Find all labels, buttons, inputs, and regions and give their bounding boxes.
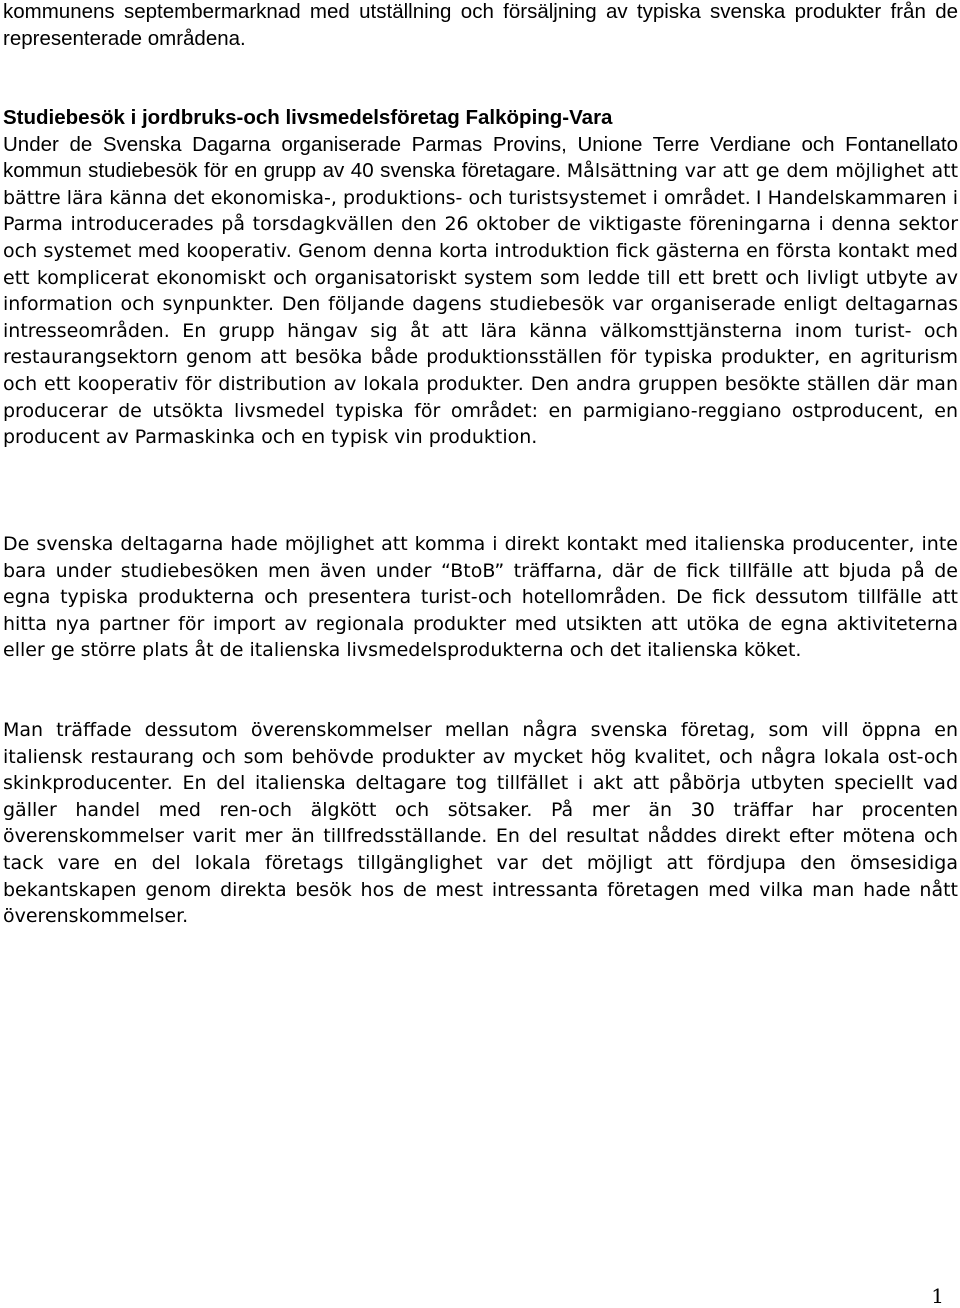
section-sentence-1: Under de Svenska Dagarna organiserade Parmas Provins, Unione Terre Verdiane och Fontanellato kommun studiebesök för en grupp av 40 svenska företagare. bbox=[3, 132, 958, 183]
section-heading: Studiebesök i jordbruks-och livsmedelsföretag Falköping-Vara bbox=[3, 106, 613, 129]
body-paragraph: Man träffade dessutom överenskommelser mellan några svenska företag, som vill öppna en italiensk restaurang och som behövde produkter av mycket hög kvalitet, och några lokala ost-och skinkproducenter. En del italienska deltagare tog tillfället i akt att påbörja utbyten speciellt vad gäller handel med ren-och älgkött och sötsaker. På mer än 30 träffar har procenten överenskommelser varit mer än tillfredsställande. En del resultat nåddes direkt efter mötena och tack vare en del lokala företags tillgänglighet var det möjligt att fördjupa den ömsesidiga bekantskapen genom direkta besök hos de mest intressanta företagen med vilka man hade nått överenskommelser. bbox=[3, 719, 958, 928]
intro-paragraph: kommunens septembermarknad med utställning och försäljning av typiska svenska produkter från de representerade områdena. bbox=[3, 0, 958, 50]
section-sentence-3: I Handelskammaren i Parma introducerades på torsdagkvällen den 26 oktober de viktigaste föreningarna i denna sektor och systemet med kooperativ. Genom denna korta introduktion fick gästerna en första kontakt med ett komplicerat ekonomiskt och organisatoriskt system som ledde till ett brett och livligt utbyte av information och synpunkter. Den följande dagens studiebesök var organiserade enligt deltagarnas intresseområden. En grupp hängav sig åt att lära känna välkomsttjänsterna inom turist- och restaurangsektorn genom att besöka både produktionsställen för typiska produkter, en agriturism och ett kooperativ för distribution av lokala produkter. Den andra gruppen besökte ställen där man producerar de utsökta livsmedel typiska för området: en parmigiano-reggiano ostproducent, en producent av Parmaskinka och en typisk vin produktion. bbox=[3, 186, 959, 449]
page-number: 1 bbox=[931, 1284, 944, 1308]
body-paragraph: De svenska deltagarna hade möjlighet att komma i direkt kontakt med italienska producenter, inte bara under studiebesöken men även under “BtoB” träffarna, där de fick tillfälle att bjuda på de egna typiska produkterna och presentera turist-och hotellområden. De fick dessutom tillfälle att hitta nya partner för import av regionala produkter med utsikten att utöka de egna aktiviteterna eller ge större plats åt de italienska livsmedelsprodukterna och det italienska köket. bbox=[3, 533, 958, 662]
study-visit-section bbox=[3, 105, 958, 451]
section-sentence-2: Målsättning var att ge dem möjlighet att bättre lära känna det ekonomiska-, produktions- och turistsystemet i området. bbox=[3, 160, 959, 209]
section-body bbox=[3, 132, 958, 451]
